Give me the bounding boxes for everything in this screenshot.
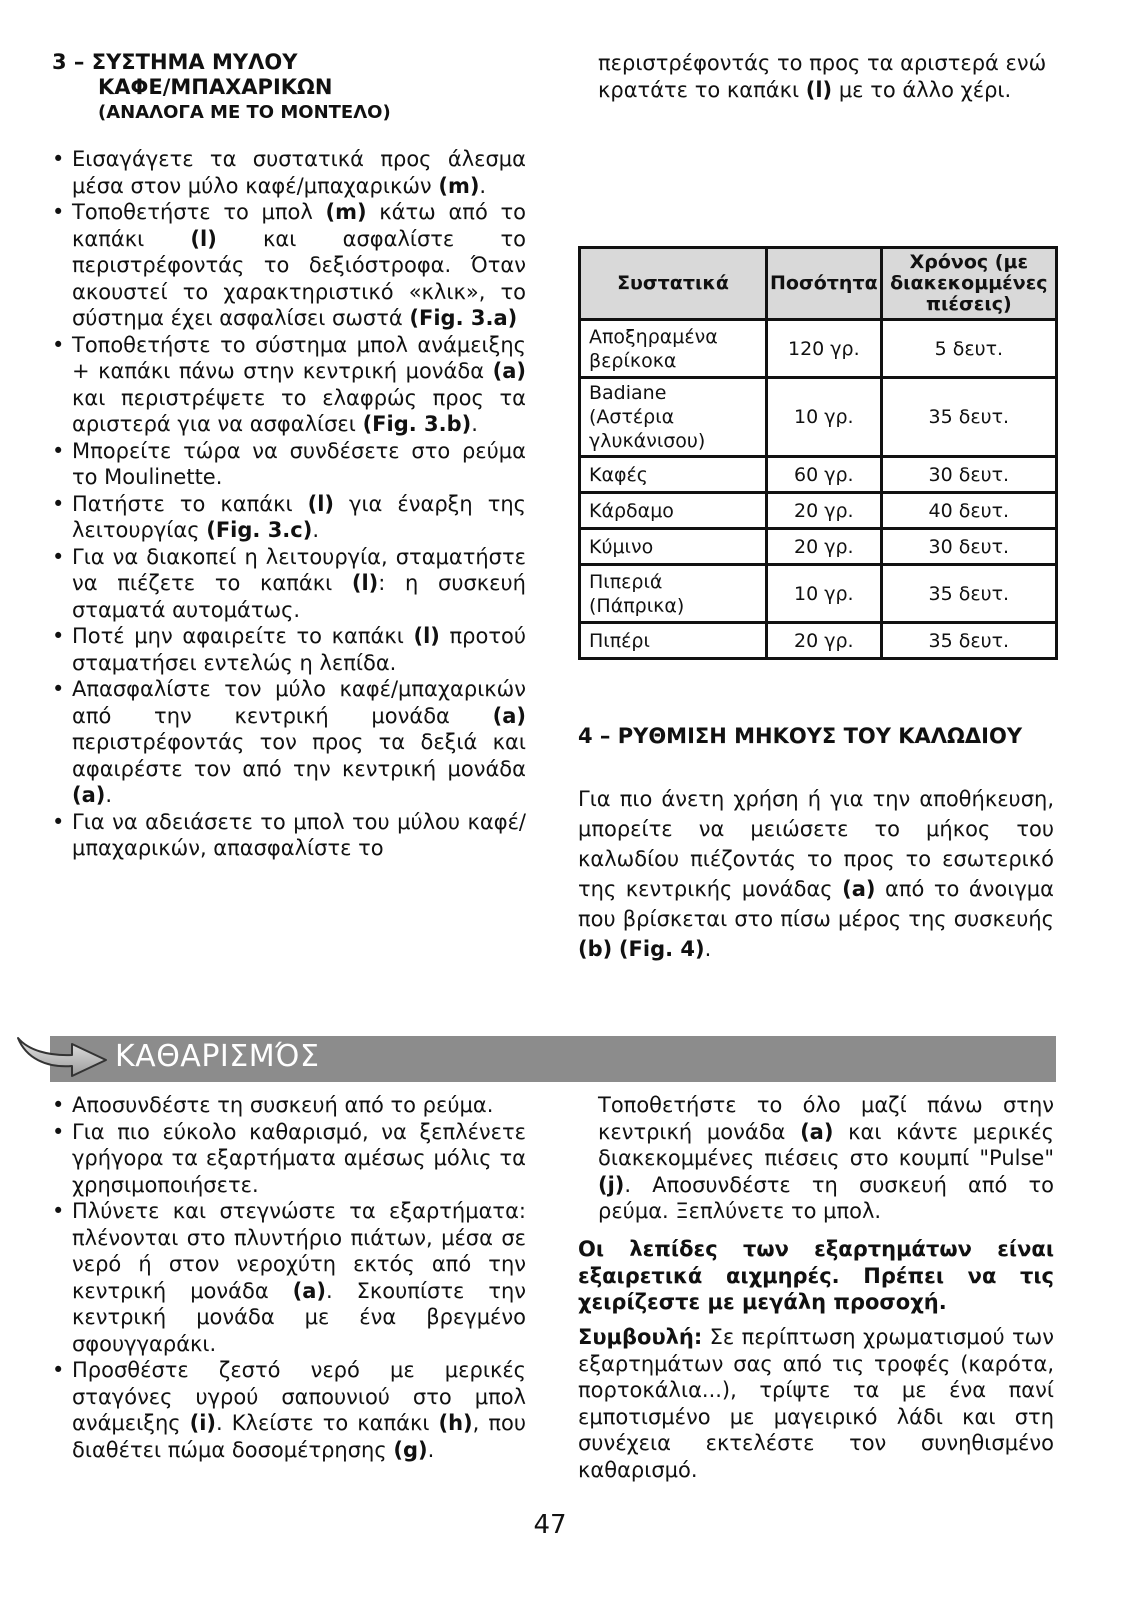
list-item: • Για πιο εύκολο καθαρισμό, να ξεπλένετε γρήγορα τα εξαρτήματα αμέσως μόλις τα χρησιμοποιήσετε. (52, 1119, 526, 1199)
section3-heading (52, 50, 532, 125)
table-cell: 60 γρ. (767, 457, 882, 493)
section3-subtitle: (ΑΝΑΛΟΓΑ ΜΕ ΤΟ ΜΟΝΤΕΛΟ) (98, 102, 391, 123)
list-item: • Πατήστε το καπάκι (l) για έναρξη της λειτουργίας (Fig. 3.c). (52, 491, 526, 544)
list-item: • Πλύνετε και στεγνώστε τα εξαρτήματα: πλένονται στο πλυντήριο πιάτων, μέσα σε νερό ή στον νεροχύτη εκτός από την κεντρική μονάδα (a). Σκουπίστε την κεντρική μονάδα με ένα βρεγμένο σφουγγαράκι. (52, 1198, 526, 1357)
table-row (580, 320, 1057, 378)
section4-title: 4 – ΡΥΘΜΙΣΗ ΜΗΚΟΥΣ ΤΟΥ ΚΑΛΩΔΙΟΥ (578, 724, 1023, 748)
table-header-ingredient: Συστατικά (580, 248, 767, 320)
table-cell: Πιπεριά (Πάπρικα) (580, 565, 767, 623)
section4-body: Για πιο άνετη χρήση ή για την αποθήκευση, μπορείτε να μειώσετε το μήκος του καλωδίου πιέζοντάς το προς το εσωτερικό της κεντρικής μονάδας (a) από το άνοιγμα που βρίσκεται στο πίσω μέρος της συσκευής (b) (Fig. 4). (578, 787, 1055, 961)
tip-label: Συμβουλή: (578, 1325, 703, 1349)
table-cell: 35 δευτ. (881, 623, 1056, 659)
section3-title-line1: 3 – ΣΥΣΤΗΜΑ ΜΥΛΟΥ (52, 50, 298, 74)
table-cell: Αποξηραμένα βερίκοκα (580, 320, 767, 378)
tip-paragraph (578, 1324, 1054, 1483)
table-cell: 40 δευτ. (881, 493, 1056, 529)
table-row (580, 565, 1057, 623)
table-cell: Πιπέρι (580, 623, 767, 659)
table-header-row (580, 248, 1057, 320)
table-cell: Κάρδαμο (580, 493, 767, 529)
list-item: • Για να αδειάσετε το μπολ του μύλου καφέ/μπαχαρικών, απασφαλίστε το (52, 809, 526, 862)
table-cell: 20 γρ. (767, 493, 882, 529)
page-number: 47 (533, 1510, 567, 1540)
cleaning-bullet-list (52, 1092, 526, 1463)
table-cell: 20 γρ. (767, 623, 882, 659)
cleaning-title: ΚΑΘΑΡΙΣΜΌΣ (115, 1039, 320, 1074)
cleaning-continuation: Τοποθετήστε το όλο μαζί πάνω στην κεντρική μονάδα (a) και κάντε μερικές διακεκομμένες πιέσεις στο κουμπί "Pulse" (j). Αποσυνδέστε τη συσκευή από το ρεύμα. Ξεπλύνετε το μπολ. (598, 1093, 1054, 1223)
table-header-time: Χρόνος (με διακεκομμένες πιέσεις) (881, 248, 1056, 320)
list-item: • Ποτέ μην αφαιρείτε το καπάκι (l) προτού σταματήσει εντελώς η λεπίδα. (52, 623, 526, 676)
table-row (580, 457, 1057, 493)
table-cell: 30 δευτ. (881, 457, 1056, 493)
warning-text: Οι λεπίδες των εξαρτημάτων είναι εξαιρετικά αιχμηρές. Πρέπει να τις χειρίζεστε με μεγάλη προσοχή. (578, 1237, 1054, 1314)
table-cell: Κύμινο (580, 529, 767, 565)
tip-text: Σε περίπτωση χρωματισμού των εξαρτημάτων σας από τις τροφές (καρότα, πορτοκάλια...), τρίψτε τα με ένα πανί εμποτισμένο με μαγειρικό λάδι και στη συνέχεια εκτελέστε τον συνηθισμένο καθαρισμό. (578, 1325, 1054, 1482)
table-cell: 10 γρ. (767, 378, 882, 457)
table-row (580, 529, 1057, 565)
section3-continuation: περιστρέφοντάς το προς τα αριστερά ενώ κρατάτε το καπάκι (l) με το άλλο χέρι. (598, 51, 1047, 102)
table-cell: 35 δευτ. (881, 378, 1056, 457)
list-item: • Εισαγάγετε τα συστατικά προς άλεσμα μέσα στον μύλο καφέ/μπαχαρικών (m). (52, 146, 526, 199)
list-item: • Απασφαλίστε τον μύλο καφέ/μπαχαρικών από την κεντρική μονάδα (a) περιστρέφοντάς τον προς τα δεξιά και αφαιρέστε τον από την κεντρική μονάδα (a). (52, 676, 526, 809)
table-cell: 20 γρ. (767, 529, 882, 565)
list-item: • Προσθέστε ζεστό νερό με μερικές σταγόνες υγρού σαπουνιού στο μπολ ανάμειξης (i). Κλείστε το καπάκι (h), που διαθέτει πώμα δοσομέτρησης (g). (52, 1357, 526, 1463)
table-row (580, 623, 1057, 659)
table-cell: Badiane (Αστέρια γλυκάνισου) (580, 378, 767, 457)
table-cell: 10 γρ. (767, 565, 882, 623)
section3-bullet-list (52, 146, 526, 862)
section3-title-line2: ΚΑΦΕ/ΜΠΑΧΑΡΙΚΩΝ (98, 75, 333, 99)
table-cell: 35 δευτ. (881, 565, 1056, 623)
list-item: • Μπορείτε τώρα να συνδέσετε στο ρεύμα το Moulinette. (52, 438, 526, 491)
table-cell: 30 δευτ. (881, 529, 1056, 565)
table-cell: Καφές (580, 457, 767, 493)
list-item: • Για να διακοπεί η λειτουργία, σταματήστε να πιέζετε το καπάκι (l): η συσκευή σταματά αυτομάτως. (52, 544, 526, 624)
table-row (580, 378, 1057, 457)
table-header-quantity: Ποσότητα (767, 248, 882, 320)
grinding-times-table (578, 246, 1058, 660)
table-cell: 5 δευτ. (881, 320, 1056, 378)
table-row (580, 493, 1057, 529)
list-item: • Τοποθετήστε το σύστημα μπολ ανάμειξης + καπάκι πάνω στην κεντρική μονάδα (a) και περιστρέψετε το ελαφρώς προς τα αριστερά για να ασφαλίσει (Fig. 3.b). (52, 332, 526, 438)
list-item: • Αποσυνδέστε τη συσκευή από το ρεύμα. (52, 1092, 526, 1119)
arrow-icon (14, 1024, 114, 1084)
table-cell: 120 γρ. (767, 320, 882, 378)
list-item: • Τοποθετήστε το μπολ (m) κάτω από το καπάκι (l) και ασφαλίστε το περιστρέφοντάς το δεξιόστροφα. Όταν ακουστεί το χαρακτηριστικό «κλικ», το σύστημα έχει ασφαλίσει σωστά (Fig. 3.a) (52, 199, 526, 332)
